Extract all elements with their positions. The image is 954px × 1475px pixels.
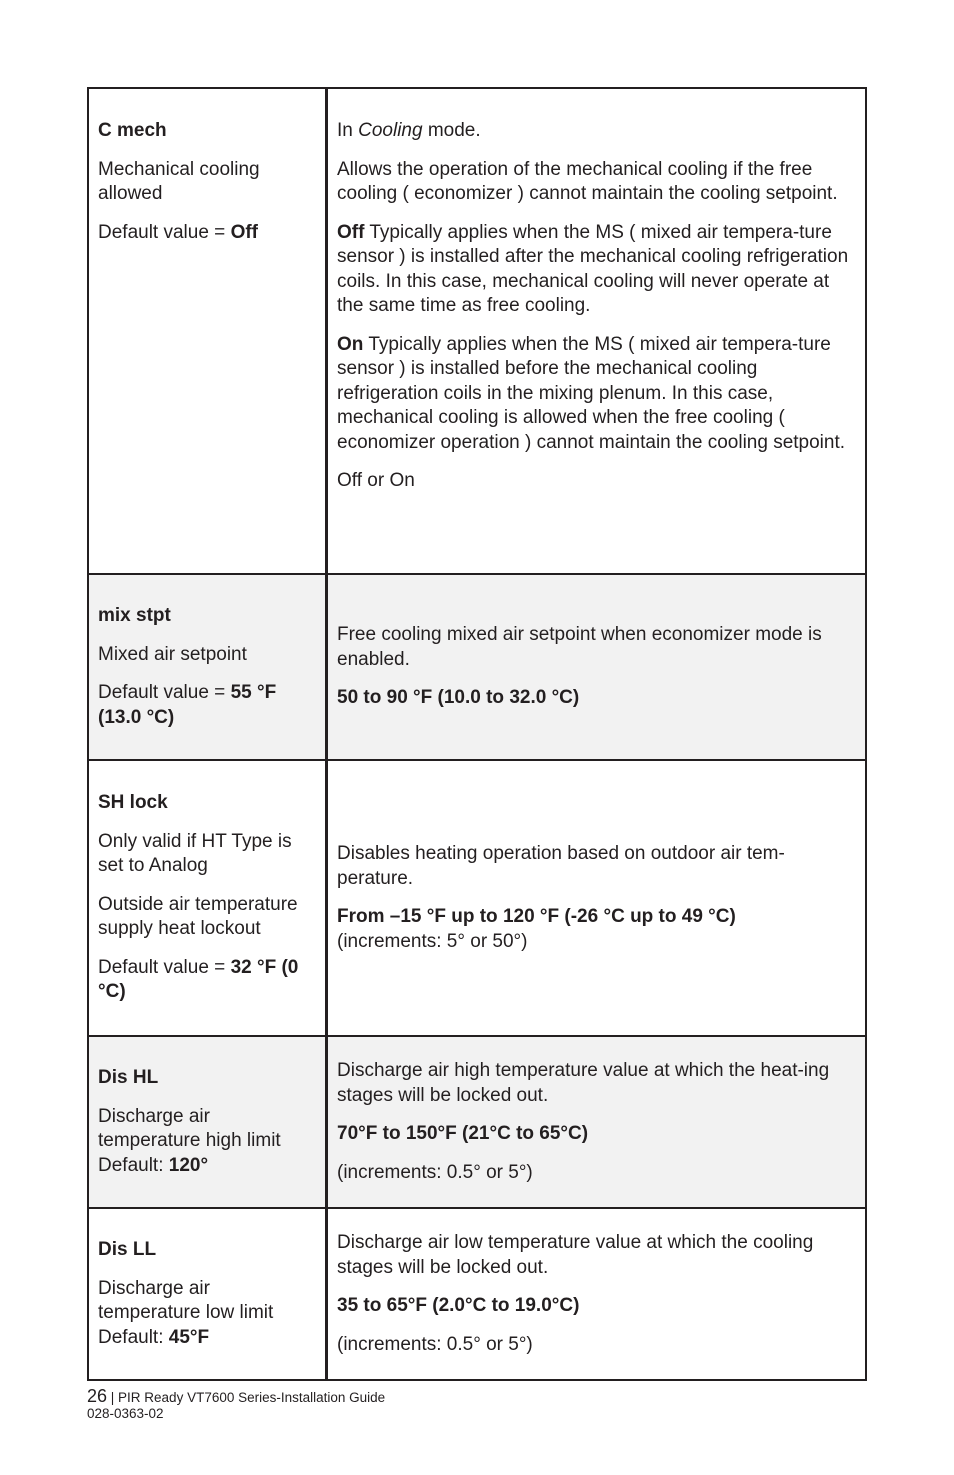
table-row xyxy=(87,1037,867,1209)
function-description: Disables heating operation based on outdoor air tem-perature. xyxy=(337,843,785,889)
value-range: Off or On xyxy=(337,470,415,491)
parameter-description: Outside air temperature supply heat lockout xyxy=(98,893,298,940)
parameter-description: Mixed air setpoint xyxy=(98,643,247,665)
default-value: 32 °F (0 °C) xyxy=(98,956,299,1003)
table-row xyxy=(87,1209,867,1379)
parameter-default: Default value = 55 °F (13.0 °C) xyxy=(98,682,277,728)
function-description: Discharge air high temperature value at which the heat-ing stages will be locked out. xyxy=(337,1060,830,1106)
default-value: 55 °F (13.0 °C) xyxy=(98,682,277,728)
page-footer xyxy=(87,1388,385,1422)
parameter-description: Discharge air temperature high limit Default: 120° xyxy=(98,1105,281,1176)
parameter-name: mix stpt xyxy=(98,605,171,626)
description-cell xyxy=(328,1037,865,1207)
footer-title-line xyxy=(87,1388,385,1406)
off-option: Off Typically applies when the MS ( mixed air tempera-ture sensor ) is installed after the mechanical cooling refrigeration coils. In this case, mechanical cooling will never operate at the same time as free cooling. xyxy=(337,221,849,316)
table-row xyxy=(87,761,867,1037)
parameter-cell xyxy=(89,761,328,1035)
description-cell xyxy=(328,761,865,1035)
description-cell xyxy=(328,89,865,573)
parameter-description: Mechanical cooling allowed xyxy=(98,158,260,204)
on-option: On Typically applies when the MS ( mixed air tempera-ture sensor ) is installed before the mechanical cooling refrigeration coils in the mixing plenum. In this case, mechanical cooling is allowed when the free cooling ( economizer operation ) cannot maintain the cooling setpoint. xyxy=(337,333,846,453)
document-title: | PIR Ready VT7600 Series-Installation Guide xyxy=(107,1390,386,1405)
parameter-condition: Only valid if HT Type is set to Analog xyxy=(98,830,292,877)
parameter-cell xyxy=(89,1209,328,1379)
parameter-cell xyxy=(89,89,328,573)
parameter-description: Discharge air temperature low limit Default: 45°F xyxy=(98,1277,274,1348)
parameter-default: Default value = 32 °F (0 °C) xyxy=(98,956,299,1003)
parameter-table xyxy=(87,87,867,1381)
function-description: Discharge air low temperature value at which the cooling stages will be locked out. xyxy=(337,1232,814,1278)
increments: (increments: 0.5° or 5°) xyxy=(337,1333,533,1355)
value-range: 35 to 65°F (2.0°C to 19.0°C) xyxy=(337,1295,580,1316)
value-range: From –15 °F up to 120 °F (-26 °C up to 49 °C) (increments: 5° or 50°) xyxy=(337,906,736,952)
default-value: 45°F xyxy=(168,1326,210,1348)
function-description: Free cooling mixed air setpoint when economizer mode is enabled. xyxy=(337,624,822,670)
increments: (increments: 5° or 50°) xyxy=(337,930,528,952)
parameter-cell xyxy=(89,1037,328,1207)
increments: (increments: 0.5° or 5°) xyxy=(337,1161,533,1183)
parameter-name: SH lock xyxy=(98,792,168,814)
document-number: 028-0363-02 xyxy=(87,1406,164,1421)
function-description: Allows the operation of the mechanical cooling if the free cooling ( economizer ) cannot maintain the cooling setpoint. xyxy=(337,158,838,204)
description-cell xyxy=(328,1209,865,1379)
parameter-default: Default value = Off xyxy=(98,221,258,243)
value-range: 70°F to 150°F (21°C to 65°C) xyxy=(337,1123,589,1144)
parameter-name: Dis HL xyxy=(98,1067,159,1088)
default-value: 120° xyxy=(168,1154,209,1176)
parameter-cell xyxy=(89,575,328,759)
parameter-name: Dis LL xyxy=(98,1239,157,1260)
default-value: Off xyxy=(230,221,258,243)
page-number: 26 xyxy=(87,1386,108,1406)
description-cell xyxy=(328,575,865,759)
table-row xyxy=(87,89,867,575)
parameter-name: C mech xyxy=(98,120,167,141)
table-row xyxy=(87,575,867,761)
mode-line: In Cooling mode. xyxy=(337,120,481,141)
value-range: 50 to 90 °F (10.0 to 32.0 °C) xyxy=(337,687,580,709)
